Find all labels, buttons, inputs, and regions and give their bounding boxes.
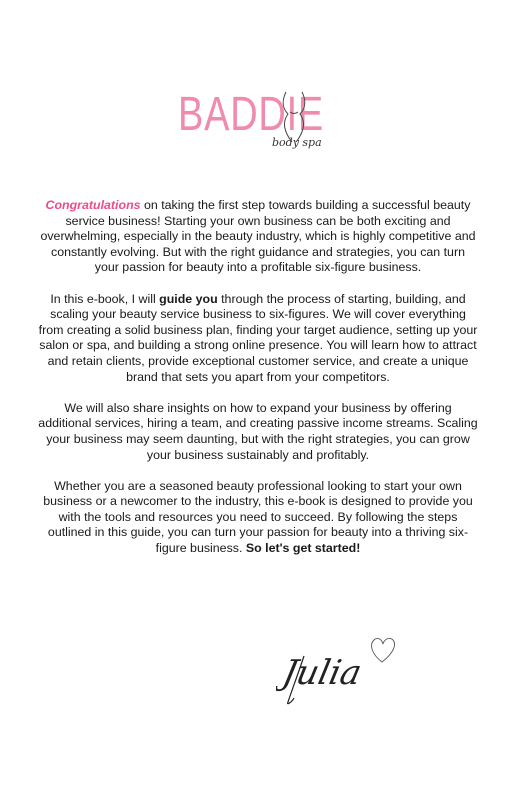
logo-wordmark: BADDIE <box>178 88 324 141</box>
closing-bold: So let's get started! <box>245 541 361 556</box>
logo-tagline: body spa <box>272 136 322 149</box>
guide-after: through the process of starting, building, and scaling your beauty service business to six-figures. We will cover everything from creating a solid business plan, finding your target audience, setting up your salon or spa, and building a strong online presence. You will learn how to attract and retain clients, provide exceptional customer service, and create a unique brand that sets you apart from your competitors. <box>38 291 478 384</box>
closing-text: Whether you are a seasoned beauty professional looking to start your own business or a newcomer to the industry, this e-book is designed to provide you with the tools and resources you need to succeed. By following the steps outlined in this guide, you can turn your passion for beauty into a thriving six-figure business. <box>43 478 473 556</box>
heart-outline-icon <box>372 638 395 662</box>
guide-paragraph <box>38 292 478 386</box>
congratulations-highlight: Congratulations <box>45 198 141 212</box>
closing-paragraph <box>38 479 478 557</box>
guide-before: In this e-book, I will <box>50 291 160 306</box>
insights-paragraph: We will also share insights on how to expand your business by offering additional services, hiring a team, and creating passive income streams. Scaling your business may seem daunting, but with the right strategies, you can grow your business sustainably and profitably. <box>38 400 478 462</box>
ebook-introduction <box>38 198 478 572</box>
signature <box>276 632 406 710</box>
intro-paragraph <box>38 198 478 276</box>
guide-bold: guide you <box>159 291 218 306</box>
brand-logo <box>178 84 338 154</box>
signature-name: Julia <box>279 653 365 693</box>
intro-text: on taking the first step towards building a successful beauty service business! Starting your own business can be both exciting and overwhelming, especially in the beauty industry, which is highly competitive and constantly evolving. But with the right guidance and strategies, you can turn your passion for beauty into a profitable six-figure business. <box>40 198 476 275</box>
